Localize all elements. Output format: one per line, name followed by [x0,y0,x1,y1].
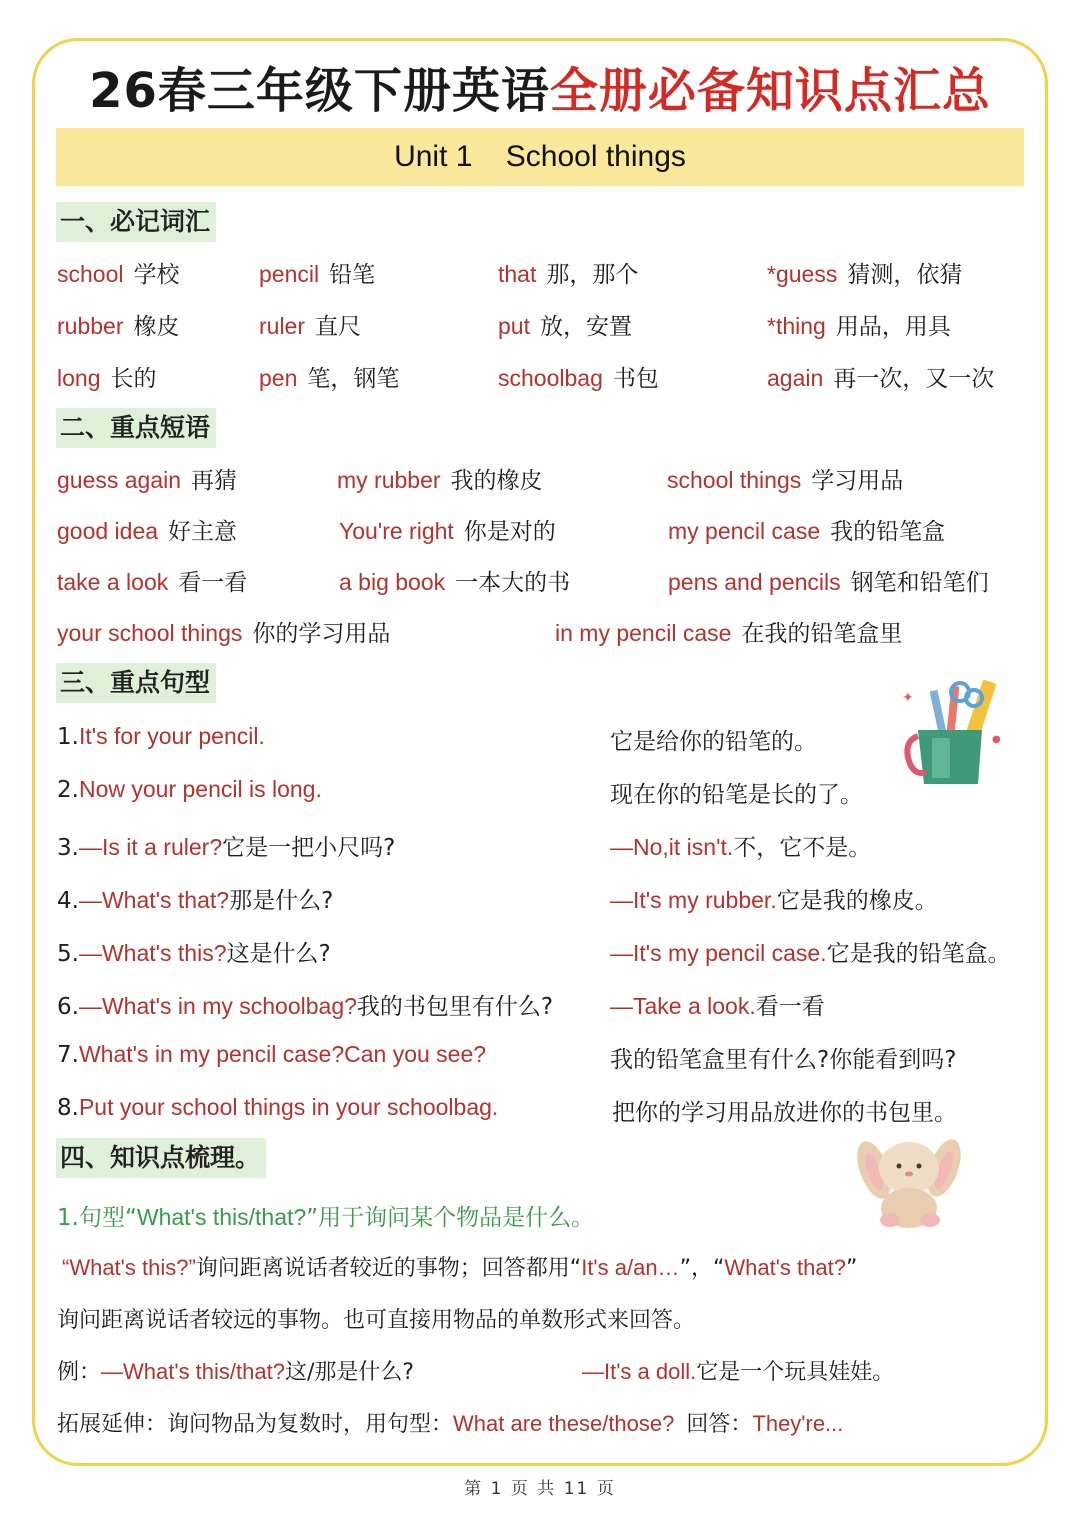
sentence-num: 5. [57,941,79,967]
sentence-cn: 它是我的铅笔盒。 [826,941,1011,967]
phrase-item [57,615,390,648]
vocab-en: long [57,365,101,391]
sentence-en: —What's this? [78,940,227,966]
phrase-cn: 好主意 [168,519,238,545]
phrase-cn: 看一看 [178,570,248,596]
vocab-cn: 书包 [612,366,659,392]
example-answer [582,1355,894,1386]
page-footer: 第 1 页 共 11 页 [464,1479,616,1499]
example-cn: 这/那是什么? [284,1360,415,1385]
sentence-7-left [57,1041,486,1068]
phrase-item [555,615,902,648]
point-en: What's this/that? [136,1204,307,1230]
sentence-en: It's for your pencil. [78,723,265,749]
sentence-3-right [610,829,871,862]
knowledge-line-1 [62,1251,857,1282]
sentence-6-right [610,988,825,1021]
vocab-item [57,256,179,289]
vocab-en: *guess [767,261,838,287]
sentence-num: 4. [57,888,79,914]
phrase-row [0,513,1080,549]
phrase-item [57,564,247,597]
extension-en: They're... [752,1411,844,1436]
sentence-en: —Take a look. [610,993,756,1019]
vocab-en: that [498,261,537,287]
phrase-item [337,462,543,495]
section-phrases-title: 二、重点短语 [56,408,216,448]
vocab-row [0,360,1080,396]
vocab-cn: 用品，用具 [835,314,951,340]
sentence-cn: 它是给你的铅笔的。 [610,729,817,755]
sentence-5-left [57,935,331,968]
extension-en: What are these/those? [453,1411,675,1436]
pencil-cup-illustration [892,672,1012,792]
phrase-cn: 我的铅笔盒 [830,519,946,545]
vocab-item [767,360,994,393]
phrase-cn: 你的学习用品 [252,621,391,647]
point-num: 1. [57,1205,79,1231]
sentence-5-right [610,935,1011,968]
vocab-item [498,308,632,341]
section-vocab-title: 一、必记词汇 [56,202,216,242]
vocab-item [57,360,156,393]
vocab-row [0,256,1080,292]
phrase-item [57,513,237,546]
vocab-item [767,256,962,289]
phrase-item [339,513,556,546]
phrase-cn: 你是对的 [463,519,556,545]
sentence-cn: 我的书包里有什么? [356,994,554,1020]
phrase-en: pens and pencils [668,569,841,595]
vocab-en: school [57,261,124,287]
sentence-num: 8. [57,1095,79,1121]
phrase-row [0,564,1080,600]
phrase-item [667,462,903,495]
vocab-item [259,360,399,393]
sentence-en: —Is it a ruler? [78,834,223,860]
vocab-item [57,308,179,341]
sentence-en: —No,it isn't. [610,834,734,860]
phrase-en: school things [667,467,802,493]
vocab-item [498,360,659,393]
sentence-2-right [610,776,863,809]
vocab-cn: 那，那个 [546,262,639,288]
point-text: 句型“ [78,1205,137,1231]
sentence-num: 3. [57,835,79,861]
bunny-doll-illustration [852,1130,968,1230]
vocab-en: rubber [57,313,124,339]
phrase-cn: 再猜 [191,468,238,494]
vocab-cn: 再一次，又一次 [833,366,995,392]
vocab-cn: 橡皮 [133,314,180,340]
phrase-en: my pencil case [668,518,821,544]
sentence-cn: 不，它不是。 [733,835,872,861]
page-title [0,52,1080,121]
extension-label: 拓展延伸：询问物品为复数时，用句型： [57,1412,454,1437]
sentence-en: Put your school things in your schoolbag. [78,1094,499,1120]
sentence-4-left [57,882,333,915]
sentence-4-right [610,882,938,915]
sentence-num: 7. [57,1042,79,1068]
section-sentences-title: 三、重点句型 [56,663,216,703]
vocab-en: schoolbag [498,365,603,391]
phrase-en: guess again [57,467,182,493]
example-question [57,1355,414,1386]
sentence-8-left [57,1094,498,1121]
vocab-cn: 猜测，依猜 [847,262,963,288]
sentence-en: —What's in my schoolbag? [78,993,357,1019]
sentence-en: Now your pencil is long. [78,776,322,802]
phrase-en: good idea [57,518,159,544]
example-en: —It's a doll. [582,1359,697,1384]
vocab-item [259,256,375,289]
phrase-item [57,462,237,495]
knowledge-text: ” [845,1256,858,1281]
vocab-cn: 学校 [133,262,180,288]
sentence-6-left [57,988,553,1021]
vocab-cn: 直尺 [315,314,362,340]
knowledge-text: 询问距离说话者较近的事物；回答都用“ [195,1256,582,1281]
sentence-en: —What's that? [78,887,230,913]
example-cn: 它是一个玩具娃娃。 [696,1360,895,1385]
phrase-row [0,462,1080,498]
phrase-en: your school things [57,620,243,646]
knowledge-en: It's a/an… [581,1255,680,1280]
svg-text:✦: ✦ [902,690,914,706]
title-part1: 26春三年级下册英语 [89,63,550,119]
phrase-en: a big book [339,569,446,595]
vocab-cn: 放，安置 [539,314,632,340]
extension-line [57,1407,843,1438]
vocab-row [0,308,1080,344]
vocab-item [767,308,951,341]
sentence-cn: 这是什么? [226,941,331,967]
sentence-8-right [612,1094,957,1127]
vocab-item [498,256,638,289]
example-en: —What's this/that? [101,1359,285,1384]
phrase-item [668,564,989,597]
sentence-2-left [57,776,322,803]
knowledge-text: 询问距离说话者较远的事物。也可直接用物品的单数形式来回答。 [57,1308,696,1333]
sentence-en: —It's my rubber. [610,887,777,913]
knowledge-en: “What's this?” [62,1255,196,1280]
vocab-en: ruler [259,313,306,339]
sentence-1-left [57,723,265,750]
sentence-7-right [610,1041,956,1074]
vocab-item [259,308,361,341]
phrase-en: take a look [57,569,169,595]
phrase-cn: 我的橡皮 [450,468,543,494]
knowledge-en: What's that? [724,1255,846,1280]
phrase-cn: 在我的铅笔盒里 [741,621,903,647]
sentence-cn: 把你的学习用品放进你的书包里。 [612,1100,957,1126]
point-text: ”用于询问某个物品是什么。 [306,1205,595,1231]
sentence-en: What's in my pencil case?Can you see? [78,1041,487,1067]
knowledge-text: ”，“ [679,1256,725,1281]
sentence-num: 6. [57,994,79,1020]
vocab-cn: 铅笔 [329,262,376,288]
phrase-cn: 钢笔和铅笔们 [850,570,989,596]
knowledge-point-1 [57,1199,594,1232]
vocab-en: *thing [767,313,826,339]
sentence-3-left [57,829,395,862]
knowledge-line-2 [57,1303,695,1334]
sentence-cn: 它是一把小尺吗? [222,835,396,861]
sentence-cn: 看一看 [755,994,825,1020]
phrase-row [0,615,1080,651]
phrase-cn: 一本大的书 [455,570,571,596]
phrase-item [668,513,945,546]
svg-text:●: ● [992,734,1001,745]
sentence-num: 2. [57,777,79,803]
sentence-num: 1. [57,724,79,750]
vocab-en: put [498,313,530,339]
unit-heading: Unit 1 School things [56,128,1024,186]
phrase-cn: 学习用品 [811,468,904,494]
vocab-en: pen [259,365,298,391]
phrase-en: in my pencil case [555,620,732,646]
vocab-en: again [767,365,824,391]
sentence-cn: 它是我的橡皮。 [776,888,938,914]
section-knowledge-title: 四、知识点梳理。 [56,1138,266,1178]
extension-text: 回答： [686,1412,753,1437]
sentence-cn: 现在你的铅笔是长的了。 [610,782,863,808]
phrase-item [339,564,570,597]
phrase-en: You're right [339,518,454,544]
sentence-1-right [610,723,817,756]
sentence-cn: 那是什么? [229,888,334,914]
vocab-en: pencil [259,261,320,287]
phrase-en: my rubber [337,467,441,493]
sentence-en: —It's my pencil case. [610,940,827,966]
sentence-cn: 我的铅笔盒里有什么?你能看到吗? [610,1047,957,1073]
vocab-cn: 长的 [110,366,157,392]
vocab-cn: 笔，钢笔 [307,366,400,392]
example-label: 例： [57,1360,102,1385]
title-part2: 全册必备知识点汇总 [549,63,991,119]
